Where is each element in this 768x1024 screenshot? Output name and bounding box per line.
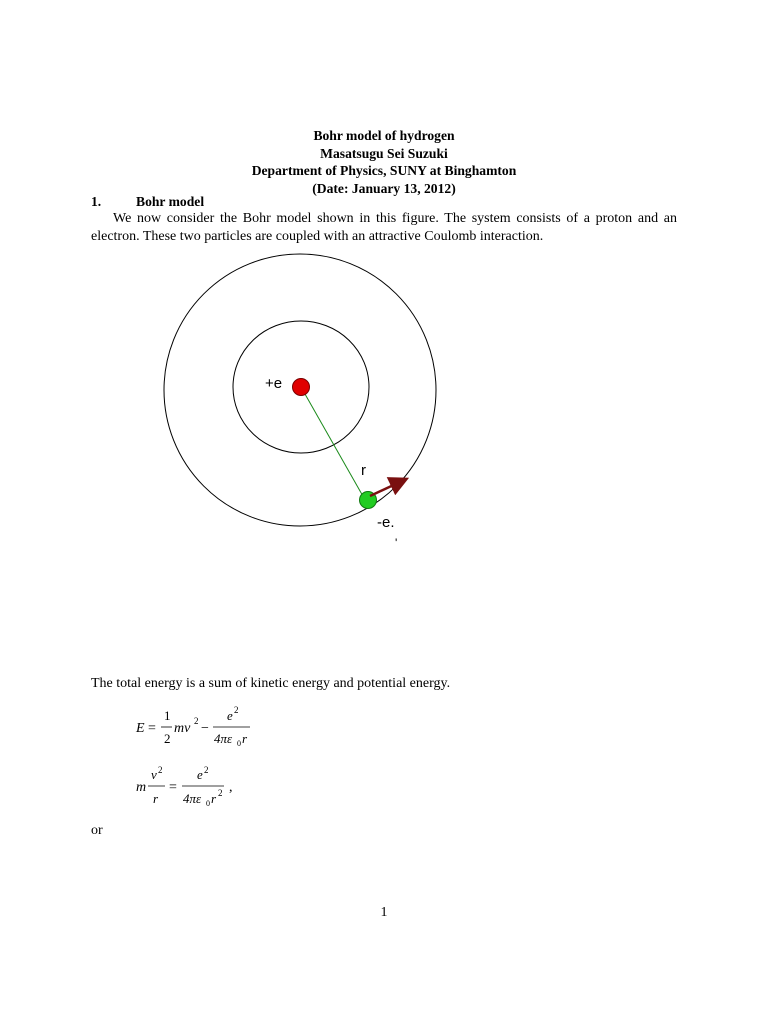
eq1-equals: = xyxy=(148,721,156,736)
equation-total-energy xyxy=(134,705,264,755)
eq2-r: r xyxy=(153,791,159,806)
electron-label: -e. xyxy=(377,514,395,531)
section-title: Bohr model xyxy=(136,194,205,209)
intro-paragraph: We now consider the Bohr model shown in this figure. The system consists of a proton and an electron. These two particles are coupled with an attractive Coulomb interaction. xyxy=(91,211,677,244)
eq1-minus: − xyxy=(201,721,209,736)
or-text: or xyxy=(91,823,103,838)
velocity-arrow xyxy=(370,482,400,496)
section-number: 1. xyxy=(91,194,102,209)
proton-label: +e xyxy=(265,375,283,392)
paper-affiliation: Department of Physics, SUNY at Binghamton xyxy=(251,163,517,178)
section-heading xyxy=(91,193,204,210)
paper-title: Bohr model of hydrogen xyxy=(313,128,455,143)
eq1-half-num: 1 xyxy=(164,708,171,723)
eq2-den-prefix: 4πε xyxy=(183,791,202,806)
bohr-diagram-svg xyxy=(150,250,450,550)
paper-header xyxy=(0,127,768,197)
paper-date: (Date: January 13, 2012) xyxy=(312,180,456,196)
eq1-den-prefix: 4πε xyxy=(214,731,233,746)
equation-force-balance xyxy=(134,765,264,815)
eq1-mv: mv xyxy=(174,721,191,736)
eq2-den-sub: 0 xyxy=(206,799,210,808)
eq2-num-sq: 2 xyxy=(204,765,209,775)
eq1-num-e: e xyxy=(227,708,233,723)
radius-line xyxy=(301,387,364,498)
eq2-den-r: r xyxy=(211,791,217,806)
eq1-den-sub: 0 xyxy=(237,739,241,748)
eq1-den-r: r xyxy=(242,731,248,746)
energy-sentence: The total energy is a sum of kinetic energy and potential energy. xyxy=(91,676,451,691)
paper-author: Masatsugu Sei Suzuki xyxy=(320,145,448,161)
radius-label: r xyxy=(361,462,366,479)
eq1-half-den: 2 xyxy=(164,731,171,746)
eq2-m: m xyxy=(136,780,147,795)
tick-mark: ' xyxy=(395,536,398,550)
eq1-lhs: E xyxy=(136,721,145,736)
page-number: 1 xyxy=(380,905,388,920)
eq2-num-e: e xyxy=(197,767,203,782)
eq2-equals: = xyxy=(169,780,177,795)
eq2-v-sq: 2 xyxy=(158,765,163,775)
eq1-num-sq: 2 xyxy=(234,705,239,715)
eq1-mv-sq: 2 xyxy=(194,716,199,726)
bohr-model-figure xyxy=(150,250,450,555)
eq2-v: v xyxy=(151,767,157,782)
eq2-comma: , xyxy=(229,780,233,795)
eq2-den-sq: 2 xyxy=(218,788,223,798)
proton xyxy=(293,379,310,396)
